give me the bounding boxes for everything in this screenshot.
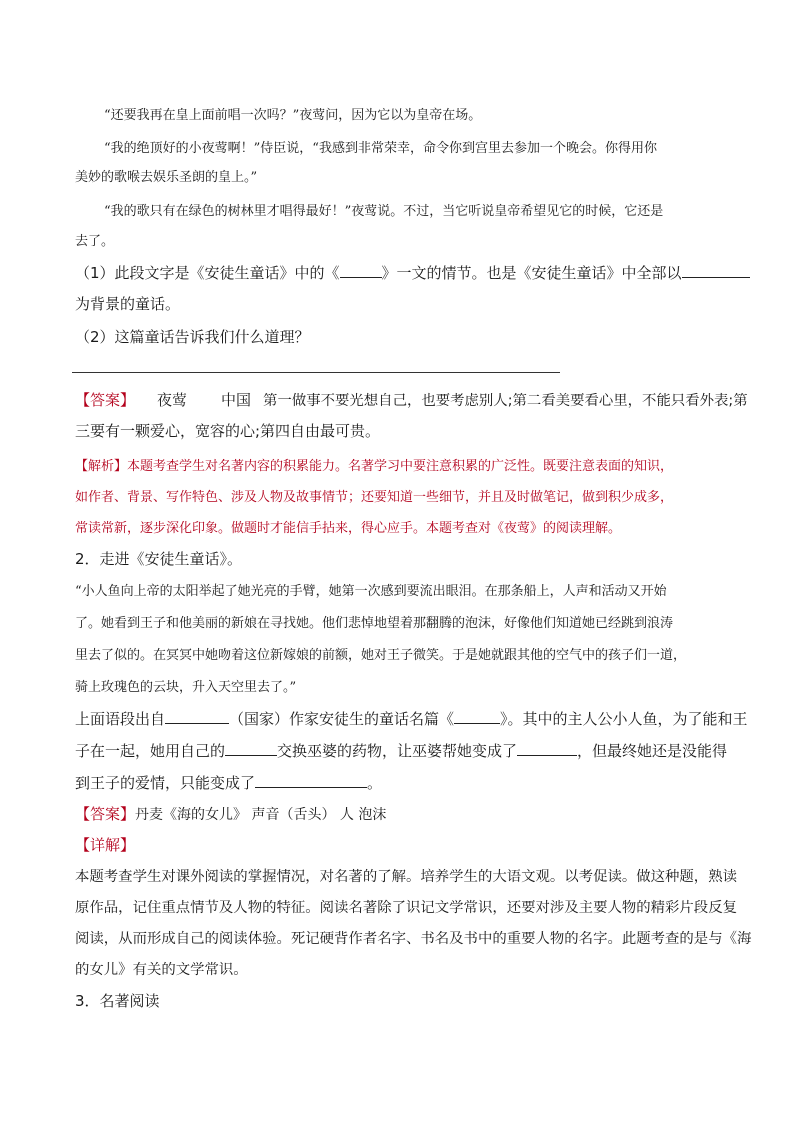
detail-line: 的女儿》有关的文学常识。 <box>75 962 248 978</box>
answer-blank <box>340 263 382 278</box>
question-2-line-2: 子在一起，她用自己的 交换巫婆的药物，让巫婆帮她变成了 ，但最终她还是没能得 <box>75 742 728 760</box>
answer-1: 【答案】 夜莺 中国 第一做事不要光想自己，也要考虑别人;第二看美要看心里，不能只看外表;第 <box>75 391 748 409</box>
detail-line: 原作品，记住重点情节及人物的特征。阅读名著除了识记文学常识，还要对涉及主要人物的精彩片段反复 <box>75 900 737 916</box>
passage-line: 去了。 <box>75 234 115 249</box>
quote-line: 里去了似的。在冥冥中她吻着这位新嫁娘的前额，她对王子微笑。于是她就跟其他的空气中的孩子们一道， <box>75 648 687 663</box>
question-3-title: 3．名著阅读 <box>75 992 160 1010</box>
question-1-part-1: （1）此段文字是《安徒生童话》中的《 》一文的情节。也是《安徒生童话》中全部以 <box>75 262 750 283</box>
detail-tag: 【详解】 <box>75 836 136 854</box>
detail-line: 阅读，从而形成自己的阅读体验。死记硬背作者名字、书名及书中的重要人物的名字。此题考查的是与《海 <box>75 931 752 947</box>
answer-tag: 【答案】 <box>75 391 136 409</box>
answer-blank <box>225 741 277 756</box>
question-1-part-1-cont: 为背景的童话。 <box>75 295 181 313</box>
answer-blank <box>454 709 500 724</box>
analysis-1-line-3: 常读常新，逐步深化印象。做题时才能信手拈来，得心应手。本题考查对《夜莺》的阅读理解。 <box>75 521 622 536</box>
question-2-line-1: 上面语段出自 （国家）作家安徒生的童话名篇《 》。其中的主人公小人鱼，为了能和王 <box>75 710 748 728</box>
answer-blank <box>165 709 229 724</box>
question-1-part-2: （2）这篇童话告诉我们什么道理？ <box>75 328 310 346</box>
answer-blank <box>255 773 367 788</box>
quote-line: 了。她看到王子和他美丽的新娘在寻找她。他们悲悼地望着那翻腾的泡沫，好像他们知道她已经跳到浪涛 <box>75 616 674 631</box>
question-2-line-3: 到王子的爱情，只能变成了 。 <box>75 774 383 792</box>
answer-line <box>72 372 560 373</box>
answer-blank <box>517 741 577 756</box>
analysis-1-line-2: 如作者、背景、写作特色、涉及人物及故事情节；还要知道一些细节，并且及时做笔记，做到积少成多， <box>75 490 674 505</box>
answer-1-cont: 三要有一颗爱心，宽容的心;第四自由最可贵。 <box>75 422 381 440</box>
question-2-title: 2．走进《安徒生童话》。 <box>75 550 243 568</box>
analysis-tag: 【解析】 <box>75 459 128 474</box>
passage-line: “还要我再在皇上面前唱一次吗？”夜莺问，因为它以为皇帝在场。 <box>104 108 482 123</box>
passage-line: 美妙的歌喉去娱乐圣朗的皇上。” <box>75 170 258 185</box>
answer-2: 【答案】丹麦《海的女儿》 声音（舌头） 人 泡沫 <box>75 805 387 823</box>
quote-line: 骑上玫瑰色的云块，升入天空里去了。” <box>75 680 297 695</box>
answer-blank <box>682 263 750 278</box>
answer-tag: 【答案】 <box>75 805 136 823</box>
detail-line: 本题考查学生对课外阅读的掌握情况，对名著的了解。培养学生的大语文观。以考促读。做这种题，熟读 <box>75 869 737 885</box>
passage-line: “我的绝顶好的小夜莺啊！”侍臣说，“我感到非常荣幸，命令你到宫里去参加一个晚会。你得用你 <box>104 141 657 156</box>
quote-line: “小人鱼向上帝的太阳举起了她光亮的手臂，她第一次感到要流出眼泪。在那条船上，人声和活动又开始 <box>75 584 667 599</box>
passage-line: “我的歌只有在绿色的树林里才唱得最好！”夜莺说。不过，当它听说皇帝希望见它的时候，它还是 <box>104 204 664 219</box>
analysis-1: 【解析】本题考查学生对名著内容的积累能力。名著学习中要注意积累的广泛性。既要注意表面的知识， <box>75 459 674 474</box>
